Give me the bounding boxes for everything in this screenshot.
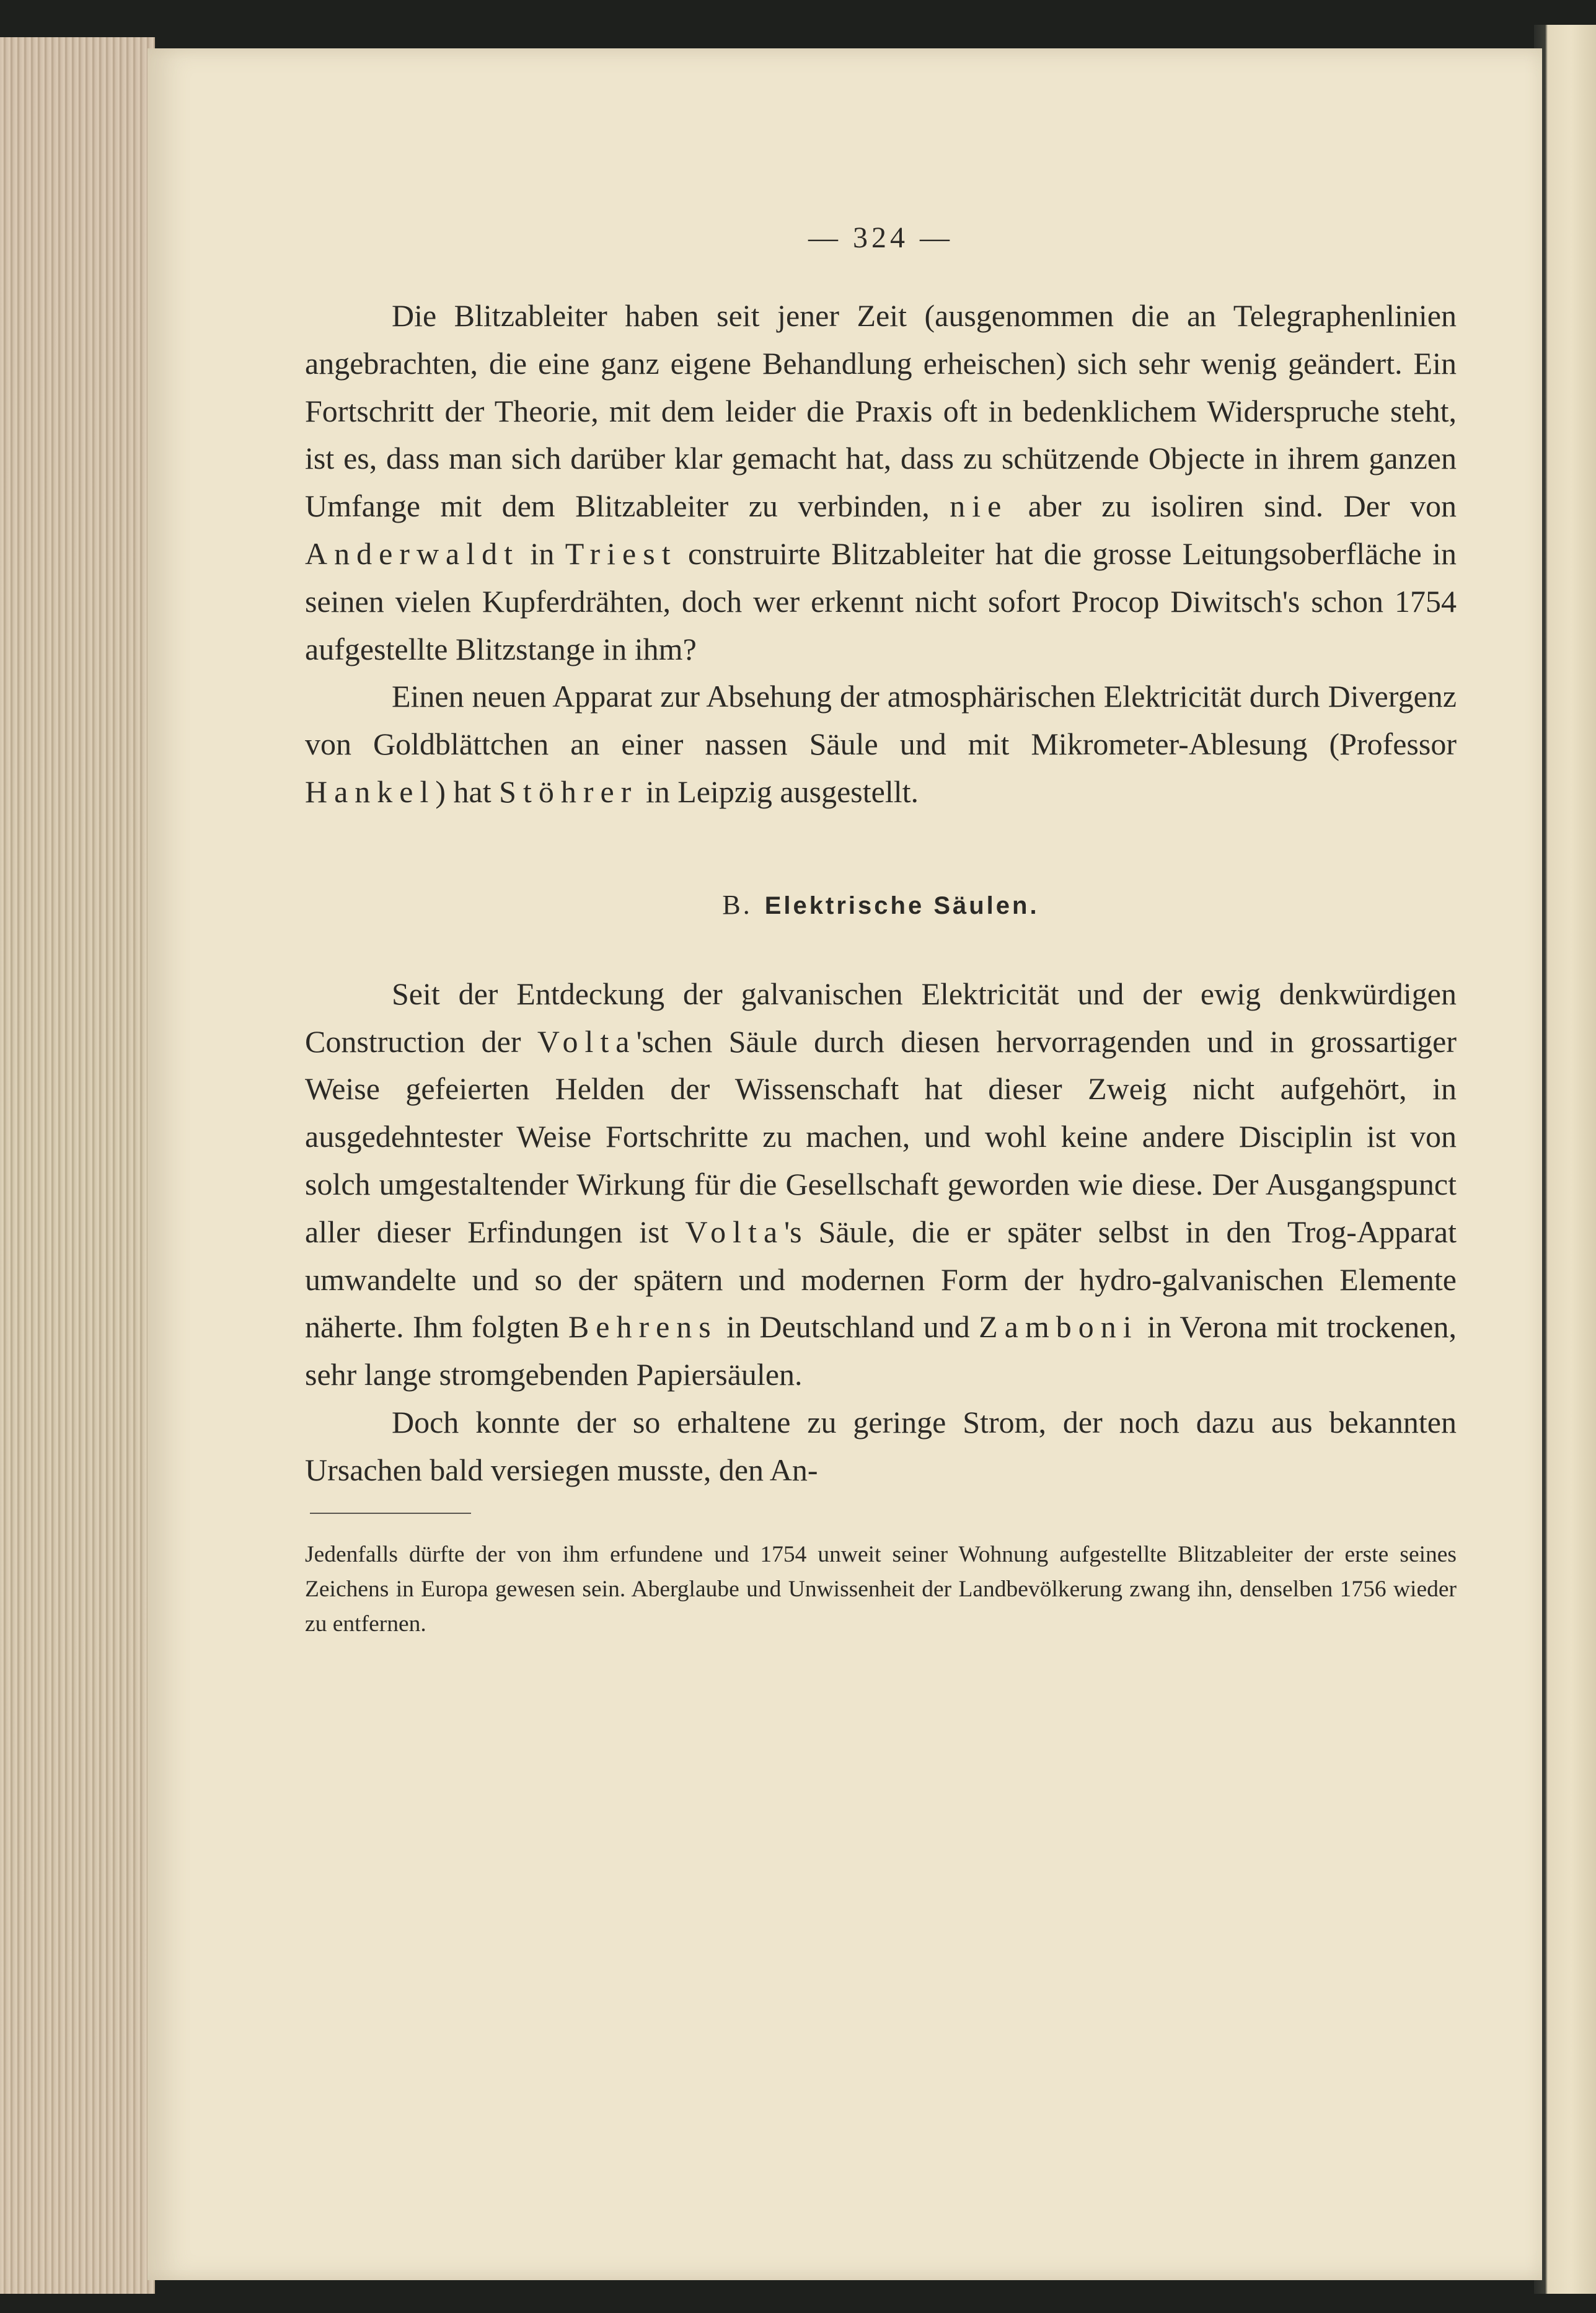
text-run: in <box>519 536 565 571</box>
text-run: in Deutschland und <box>717 1309 979 1345</box>
emphasis-nie: nie <box>950 489 1008 524</box>
text-run: aber zu isoliren sind. Der von <box>1008 489 1457 524</box>
text-run: 'schen Säule durch diesen hervorragenden und in grossartiger Weise gefeierten Helden der Wissenschaft hat dieser Zweig nicht aufgehört, in ausgedehntester Weise Fortschritte zu machen, und wohl keine andere Disciplin ist von solch umgestaltender Wirkung für die Gesellschaft geworden wie diese. Der Ausgangspunct aller dieser Erfindungen ist <box>305 1024 1457 1249</box>
text-run: ) hat <box>435 774 500 809</box>
footnote: Jedenfalls dürfte der von ihm erfundene und 1754 unweit seiner Wohnung aufgestellte Blitzableiter der erste seines Zeichens in Europa gewesen sein. Aberglaube und Unwissenheit der Landbevölkerung zwang ihn, denselben 1756 wieder zu entfernen. <box>305 1541 1457 1637</box>
name-hankel: Hankel <box>305 774 436 809</box>
section-heading <box>305 889 1457 921</box>
text-run: in Verona mit trockenen, sehr lange stromgebenden Papiersäulen. <box>305 1309 1457 1392</box>
page-content <box>305 184 1457 2291</box>
name-stoehrer: Stöhrer <box>499 774 638 809</box>
footnote-divider <box>310 1513 471 1514</box>
section-title: Elektrische Säulen. <box>764 891 1039 919</box>
text-run: in Leipzig ausgestellt. <box>638 774 919 809</box>
page-number: — 324 — <box>808 221 953 254</box>
text-run: Seit der Entdeckung der galvanischen Elektricität und der ewig denkwürdigen Construction der <box>305 976 1457 1059</box>
paragraph-lightning-rods <box>305 292 1457 673</box>
name-behrens: Behrens <box>568 1309 718 1345</box>
paragraph-current: Doch konnte der so erhaltene zu geringe Strom, der noch dazu aus bekannten Ursachen bald versiegen musste, den An- <box>305 1404 1457 1487</box>
text-run: Einen neuen Apparat zur Absehung der atmosphärischen Elektricität durch Divergenz von Goldblättchen an einer nassen Säule und mit Mikrometer-Ablesung (Professor <box>305 679 1457 762</box>
right-page-edge <box>1534 25 1596 2294</box>
name-volta: Volta <box>537 1024 637 1059</box>
place-triest: Triest <box>565 536 677 571</box>
page-stack-edge <box>0 37 155 2294</box>
name-anderwaldt: Anderwaldt <box>305 536 520 571</box>
name-volta: Volta <box>685 1214 785 1249</box>
paragraph-galvanic-history <box>305 970 1457 1399</box>
text-run: construirte Blitzableiter hat die grosse Leitungsoberfläche in seinen vielen Kupferdrähten, doch wer erkennt nicht sofort Procop Diwitsch's schon 1754 aufgestellte Blitzstange in ihm? <box>305 536 1457 666</box>
paragraph-new-apparatus <box>305 673 1457 815</box>
text-run: 's Säule, die er später selbst in den Trog-Apparat umwandelte und so der spätern und modernen Form der hydro-galvanischen Elemente näherte. Ihm folgten <box>305 1214 1457 1345</box>
text-run: Die Blitzableiter haben seit jener Zeit (ausgenommen die an Telegraphenlinien angebrachten, die eine ganz eigene Behandlung erheischen) sich sehr wenig geändert. Ein Fortschritt der Theorie, mit dem leider die Praxis oft in bedenklichem Widerspruche steht, ist es, dass man sich darüber klar gemacht hat, dass zu schützende Objecte in ihrem ganzen Umfange mit dem Blitzableiter zu verbinden, <box>305 298 1457 524</box>
section-letter: B. <box>722 889 752 920</box>
name-zamboni: Zamboni <box>979 1309 1139 1345</box>
